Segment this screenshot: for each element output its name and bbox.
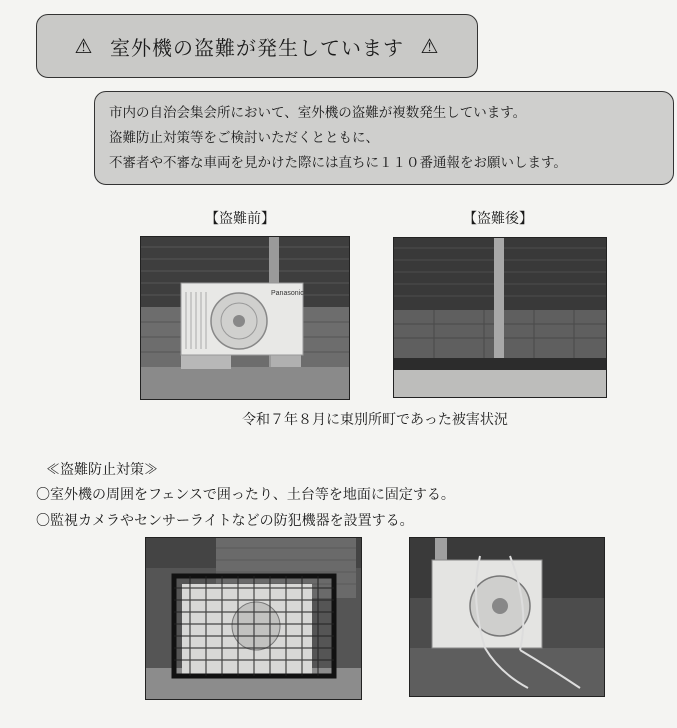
after-theft-photo xyxy=(393,237,607,398)
measure-item: 〇監視カメラやセンサーライトなどの防犯機器を設置する。 xyxy=(36,513,414,529)
notice-box xyxy=(94,91,674,185)
warning-icon: ⚠ xyxy=(74,34,94,58)
page-title: 室外機の盗難が発生しています xyxy=(110,35,404,60)
fence-example-photo xyxy=(145,537,362,700)
measure-item: 〇室外機の周囲をフェンスで囲ったり、土台等を地面に固定する。 xyxy=(36,487,455,503)
notice-line: 盗難防止対策等をご検討いただくとともに、 xyxy=(109,130,379,146)
measures-heading: ≪盗難防止対策≫ xyxy=(46,462,158,478)
warning-icon: ⚠ xyxy=(420,34,440,58)
chain-example-photo xyxy=(409,537,605,697)
before-theft-label: 【盗難前】 xyxy=(205,211,275,227)
title-banner xyxy=(36,14,478,78)
brand-logo: Panasonic xyxy=(271,290,304,297)
notice-line: 不審者や不審な車両を見かけた際には直ちに１１０番通報をお願いします。 xyxy=(109,155,567,171)
photo-caption: 令和７年８月に東別所町であった被害状況 xyxy=(242,412,508,428)
before-theft-photo xyxy=(140,236,350,400)
notice-line: 市内の自治会集会所において、室外機の盗難が複数発生しています。 xyxy=(109,105,527,121)
after-theft-label: 【盗難後】 xyxy=(463,211,533,227)
